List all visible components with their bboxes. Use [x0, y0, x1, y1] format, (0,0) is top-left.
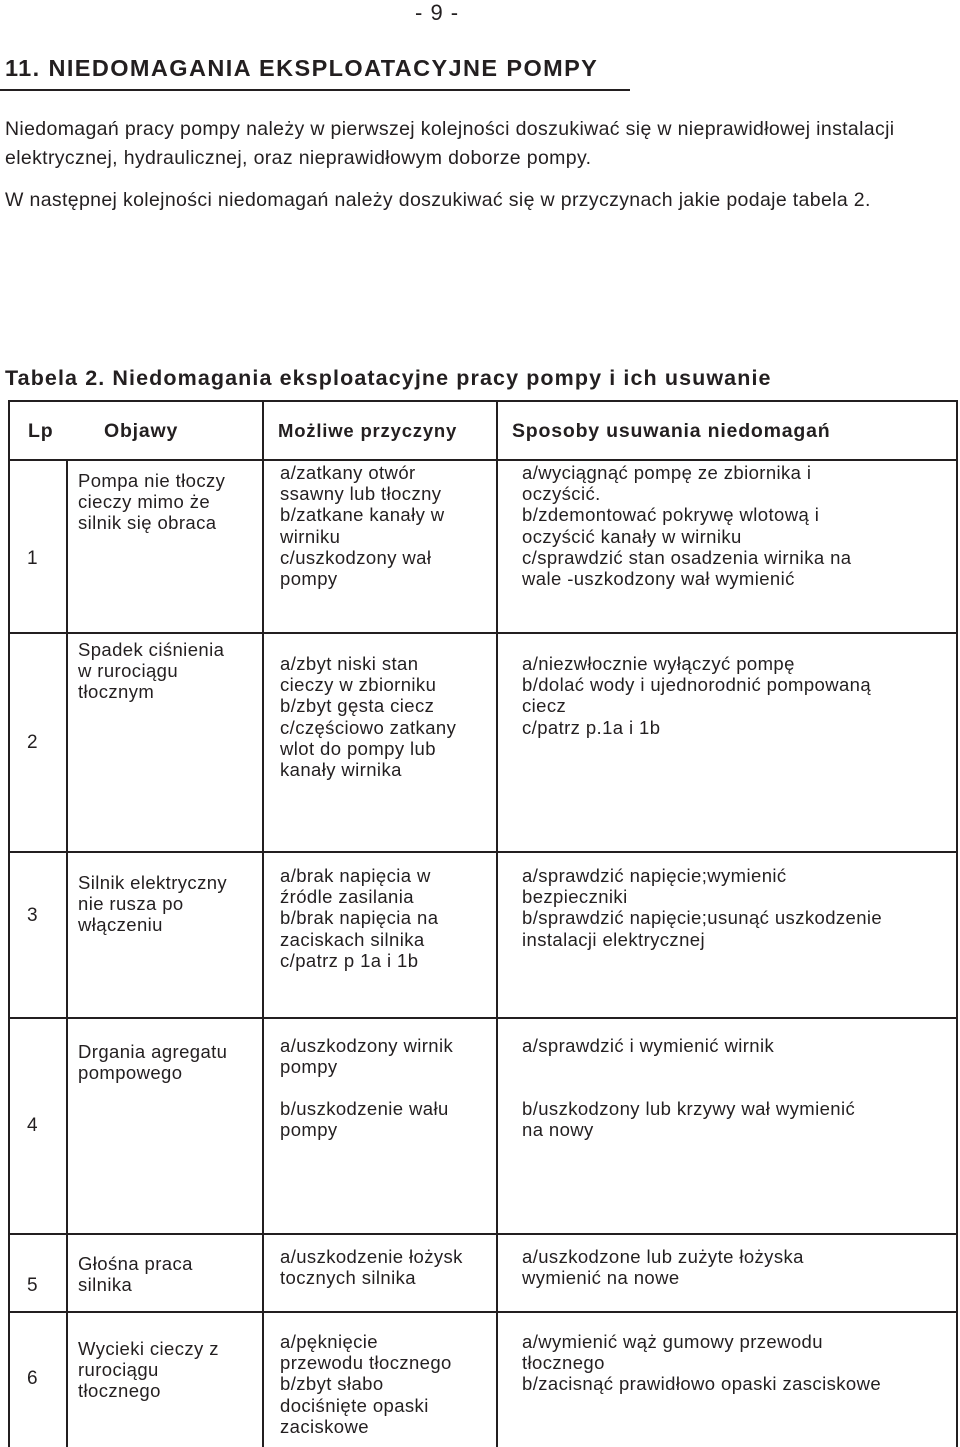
row-number: 6 [27, 1368, 38, 1389]
cause-cell: a/brak napięcia w źródle zasilania b/brak napięcia na zaciskach silnika c/patrz p 1a i 1b [280, 865, 439, 971]
remedy-cell: a/wymienić wąż gumowy przewodu tłocznego b/zacisnąć prawidłowo opaski zasciskowe [522, 1331, 882, 1395]
row-number: 4 [27, 1115, 38, 1136]
table-top-border [8, 400, 958, 402]
cause-cell: a/pęknięcie przewodu tłocznego b/zbyt słabo dociśnięte opaski zaciskowe [280, 1331, 452, 1437]
cause-cell: a/uszkodzenie łożysk tocznych silnika [280, 1246, 463, 1289]
header-bottom-border [8, 459, 958, 461]
table-caption: Tabela 2. Niedomagania eksploatacyjne pracy pompy i ich usuwanie [5, 366, 772, 390]
section-title: 11. NIEDOMAGANIA EKSPLOATACYJNE POMPY [5, 55, 599, 81]
cause-cell: a/zatkany otwór ssawny lub tłoczny b/zatkane kanały w wirniku c/uszkodzony wał pompy [280, 462, 445, 590]
symptom-cell: Pompa nie tłoczy cieczy mimo że silnik się obraca [78, 470, 226, 534]
row-number: 3 [27, 905, 38, 926]
row-divider [8, 632, 958, 634]
remedy-cell: a/uszkodzone lub zużyte łożyska wymienić na nowe [522, 1246, 804, 1289]
remedy-cell: a/wyciągnąć pompę ze zbiornika i oczyścić. b/zdemontować pokrywę wlotową i oczyścić kanały w wirniku c/sprawdzić stan osadzenia wirnika na wale -uszkodzony wał wymienić [522, 462, 852, 590]
column-divider [496, 400, 498, 1447]
column-divider [66, 459, 68, 1447]
title-underline [0, 89, 630, 91]
symptom-cell: Wycieki cieczy z rurociągu tłocznego [78, 1338, 219, 1402]
intro-paragraph: Niedomagań pracy pompy należy w pierwszej kolejności doszukiwać się w nieprawidłowej instalacji elektrycznej, hydraulicznej, oraz nieprawidłowym doborze pompy. [5, 118, 895, 169]
remedy-cell: b/uszkodzony lub krzywy wał wymienić na nowy [522, 1098, 856, 1141]
row-number: 5 [27, 1275, 38, 1296]
cause-cell: a/uszkodzony wirnik pompy [280, 1035, 454, 1078]
row-number: 1 [27, 548, 38, 569]
header-lp: Lp [28, 420, 54, 442]
symptom-cell: Silnik elektryczny nie rusza po włączeniu [78, 872, 228, 936]
page-number: - 9 - [415, 0, 460, 25]
header-causes: Możliwe przyczyny [278, 420, 458, 441]
cause-cell: a/zbyt niski stan cieczy w zbiorniku b/zbyt gęsta ciecz c/częściowo zatkany wlot do pompy lub kanały wirnika [280, 653, 457, 781]
row-divider [8, 1017, 958, 1019]
symptom-cell: Głośna praca silnika [78, 1253, 193, 1296]
column-divider [262, 400, 264, 1447]
header-symptoms: Objawy [104, 420, 179, 442]
symptom-cell: Spadek ciśnienia w rurociągu tłocznym [78, 639, 225, 703]
row-divider [8, 1233, 958, 1235]
symptom-cell: Drgania agregatu pompowego [78, 1041, 228, 1084]
row-number: 2 [27, 732, 38, 753]
table-left-border [8, 400, 10, 1447]
reference-paragraph: W następnej kolejności niedomagań należy doszukiwać się w przyczynach jakie podaje tabela 2. [5, 189, 871, 211]
header-remedies: Sposoby usuwania niedomagań [512, 420, 831, 442]
row-divider [8, 1311, 958, 1313]
cause-cell: b/uszkodzenie wału pompy [280, 1098, 449, 1141]
table-right-border [956, 400, 958, 1447]
remedy-cell: a/niezwłocznie wyłączyć pompę b/dolać wody i ujednorodnić pompowaną ciecz c/patrz p.1a i 1b [522, 653, 872, 738]
row-divider [8, 851, 958, 853]
remedy-cell: a/sprawdzić napięcie;wymienić bezpieczniki b/sprawdzić napięcie;usunąć uszkodzenie instalacji elektrycznej [522, 865, 883, 950]
remedy-cell: a/sprawdzić i wymienić wirnik [522, 1035, 775, 1056]
